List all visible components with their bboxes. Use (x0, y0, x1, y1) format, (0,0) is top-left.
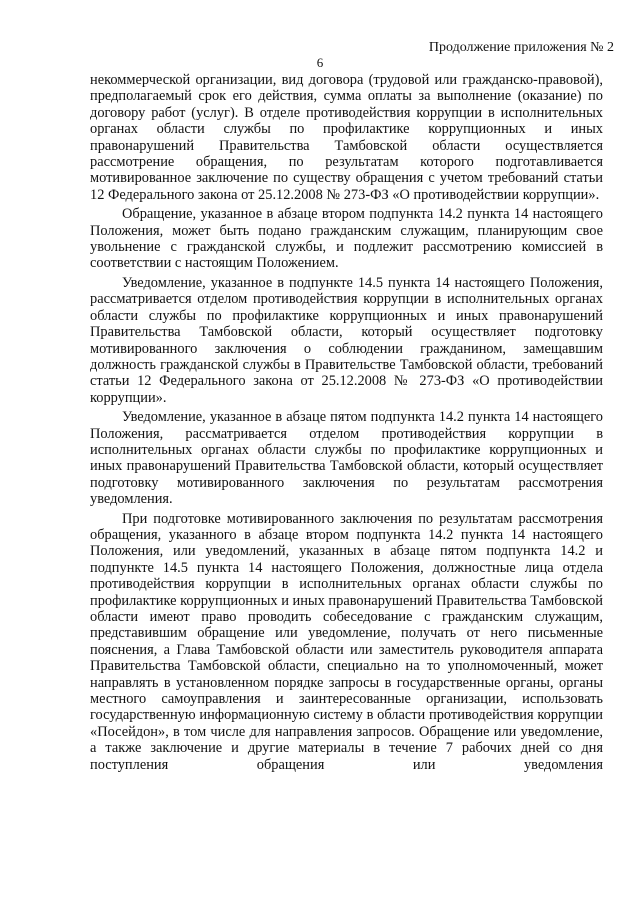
paragraph-notification-14-2: Уведомление, указанное в абзаце пятом подпункта 14.2 пункта 14 настоящего Положения, рассматривается отделом противодействия коррупции в исполнительных органах области службы по профилактике коррупционных и иных правонарушений Правительства Тамбовской области, который осуществляет подготовку мотивированного заключения по результатам рассмотрения уведомления. (90, 409, 603, 508)
paragraph-continuation: некоммерческой организации, вид договора (трудовой или гражданско-правовой), предполагаемый срок его действия, сумма оплаты за выполнение (оказание) по договору работ (услуг). В отделе противодействия коррупции в исполнительных органах области службы по профилактике коррупционных и иных правонарушений Правительства Тамбовской области осуществляется рассмотрение обращения, по результатам которого подготавливается мотивированное заключение по существу обращения с учетом требований статьи 12 Федерального закона от 25.12.2008 № 273-ФЗ «О противодействии коррупции». (90, 72, 603, 203)
paragraph-notification-14-5: Уведомление, указанное в подпункте 14.5 пункта 14 настоящего Положения, рассматривается отделом противодействия коррупции в исполнительных органах области службы по профилактике коррупционных и иных правонарушений Правительства Тамбовской области, который осуществляет подготовку мотивированного заключения о соблюдении гражданином, замещавшим должность гражданской службы в Правительстве Тамбовской области, требований статьи 12 Федерального закона от 25.12.2008 № 273-ФЗ «О противодействии коррупции». (90, 274, 603, 406)
paragraph-preparation: При подготовке мотивированного заключения по результатам рассмотрения обращения, указанного в абзаце втором подпункта 14.2 пункта 14 настоящего Положения, или уведомлений, указанных в абзаце пятом подпункта 14.2 и подпункте 14.5 пункта 14 настоящего Положения, должностные лица отдела противодействия коррупции в исполнительных органах области службы по профилактике коррупционных и иных правонарушений Правительства Тамбовской области имеют право проводить собеседование с гражданским служащим, представившим обращение или уведомление, получать от него письменные пояснения, а Глава Тамбовской области или заместитель руководителя аппарата Правительства Тамбовской области, специально на то уполномоченный, может направлять в установленном порядке запросы в государственные органы, органы местного самоуправления и заинтересованные организации, использовать государственную информационную систему в области противодействия коррупции «Посейдон», в том числе для направления запросов. Обращение или уведомление, а также заключение и другие материалы в течение 7 рабочих дней со дня поступления обращения или уведомления (90, 510, 603, 773)
document-body (90, 72, 603, 776)
appendix-continuation-note: Продолжение приложения № 2 (428, 40, 614, 55)
paragraph-appeal: Обращение, указанное в абзаце втором подпункта 14.2 пункта 14 настоящего Положения, может быть подано гражданским служащим, планирующим свое увольнение с гражданской службы, и подлежит рассмотрению комиссией в соответствии с настоящим Положением. (90, 206, 603, 272)
page-number: 6 (316, 55, 324, 70)
